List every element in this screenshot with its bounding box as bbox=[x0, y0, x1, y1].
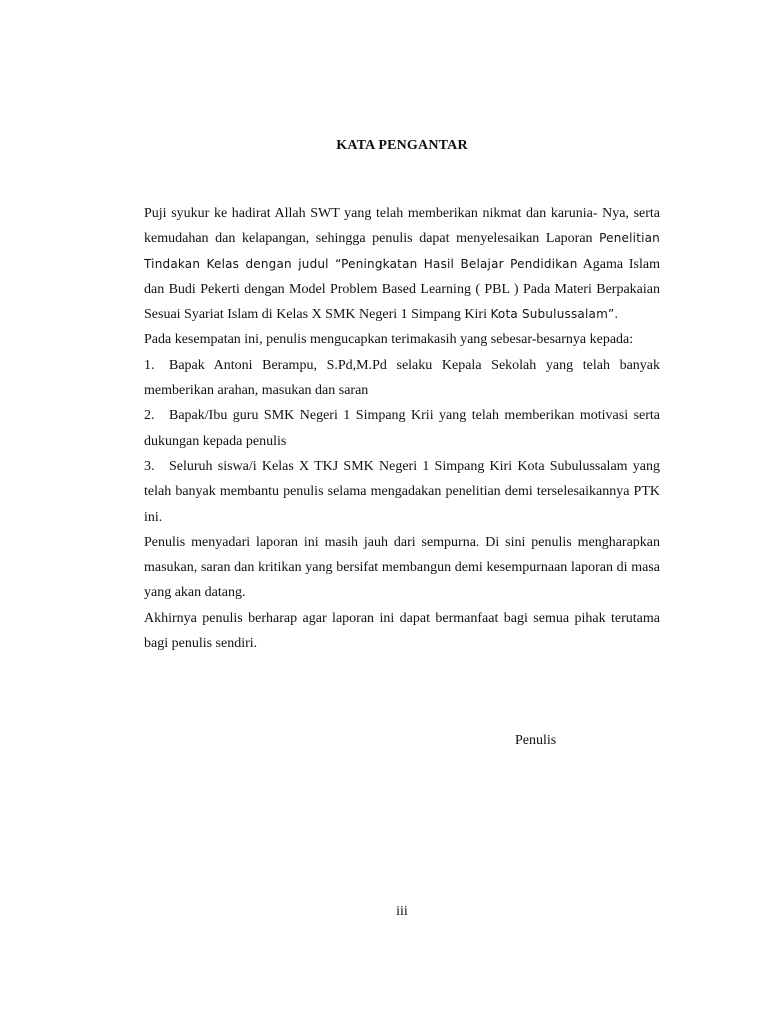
intro-text-part2: Penelitian Tindakan Kelas dengan judul “Peningkatan Hasil Belajar Pendidikan bbox=[144, 231, 660, 271]
thanks-intro-paragraph: Pada kesempatan ini, penulis mengucapkan terimakasih yang sebesar-besarnya kepada: bbox=[144, 332, 634, 348]
closing-paragraph-2: Akhirnya penulis berharap agar laporan ini dapat bermanfaat bagi semua pihak terutama bagi penulis sendiri. bbox=[144, 610, 660, 652]
list-item-text: Seluruh siswa/i Kelas X TKJ SMK Negeri 1 Simpang Kiri Kota Subulussalam yang telah banyak membantu penulis selama mengadakan penelitian demi terselesaikannya PTK ini. bbox=[144, 458, 660, 525]
page-number: iii bbox=[396, 904, 408, 919]
intro-text-part4: Kota Subulussalam”. bbox=[490, 307, 619, 322]
list-item bbox=[144, 454, 660, 530]
list-item-text: Bapak/Ibu guru SMK Negeri 1 Simpang Krii yang telah memberikan motivasi serta dukungan kepada penulis bbox=[144, 408, 660, 449]
list-item bbox=[144, 353, 660, 404]
closing-paragraph-1: Penulis menyadari laporan ini masih jauh dari sempurna. Di sini penulis mengharapkan masukan, saran dan kritikan yang bersifat membangun demi kesempurnaan laporan di masa yang akan datang. bbox=[144, 534, 660, 601]
list-item bbox=[144, 403, 660, 454]
intro-paragraph bbox=[144, 201, 660, 327]
list-item-number: 2. bbox=[144, 408, 155, 424]
body-text bbox=[144, 201, 660, 656]
list-item-text: Bapak Antoni Berampu, S.Pd,M.Pd selaku Kepala Sekolah yang telah banyak memberikan arahan, masukan dan saran bbox=[144, 357, 660, 399]
intro-text-part3: Agama Islam dan Budi Pekerti dengan Model Problem Based Learning ( PBL ) Pada Materi Berpakaian Sesuai Syariat Islam di Kelas X SMK Negeri 1 Simpang Kiri bbox=[144, 256, 660, 323]
intro-text-part1: Puji syukur ke hadirat Allah SWT yang telah memberikan nikmat dan karunia- Nya, serta kemudahan dan kelapangan, sehingga penulis dapat menyelesaikan Laporan bbox=[144, 206, 660, 247]
list-item-number: 3. bbox=[144, 458, 155, 474]
list-item-number: 1. bbox=[144, 357, 155, 373]
page-title: KATA PENGANTAR bbox=[336, 138, 468, 153]
signature-label: Penulis bbox=[515, 733, 557, 748]
